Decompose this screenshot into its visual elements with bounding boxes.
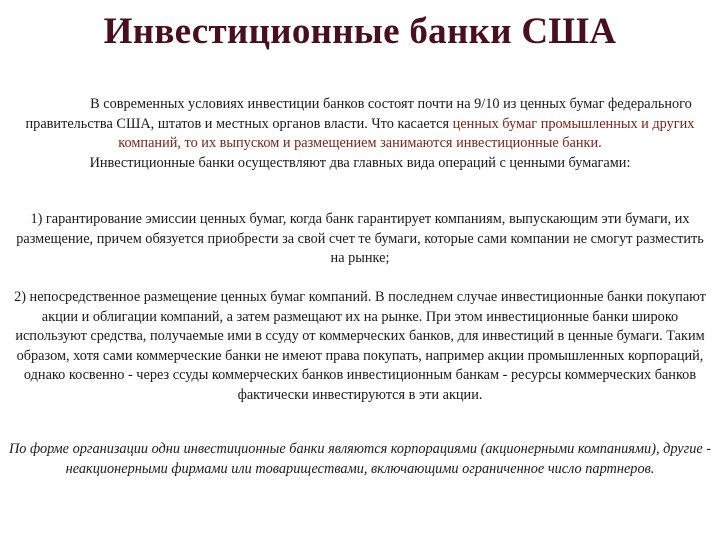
list-item-1: 1) гарантирование эмиссии ценных бумаг, когда банк гарантирует компаниям, выпускающим эти бумаги, их размещение, причем обязуется приобрести за свой счет те бумаги, которые сами компании не смогут разместить на рынке; [16, 211, 704, 266]
list-item-2: 2) непосредственное размещение ценных бумаг компаний. В последнем случае инвестиционные банки покупают акции и облигации компаний, а затем размещают их на рынке. При этом инвестиционные банки широко используют средства, получаемые ими в ссуду от коммерческих банков, для инвестиций в ценные бумаги. Таким образом, хотя сами коммерческие банки не имеют права покупать, например акции промышленных корпораций, однако косвенно - через ссуды коммерческих банков инвестиционным банкам - ресурсы коммерческих банков фактически инвестируются в эти акции. [14, 289, 706, 403]
intro-paragraph [8, 95, 712, 173]
intro-highlight: ценных бумаг промышленных и других компаний, то их выпуском и размещением занимаются инвестиционные банки. [118, 115, 695, 151]
intro-text-part1: В современных условиях инвестиции банков состоят почти на 9/10 из ценных бумаг федерального правительства США, штатов и местных органов власти. Что касается [25, 96, 692, 132]
intro-text-part2: Инвестиционные банки осуществляют два главных вида операций с ценными бумагами: [89, 154, 631, 171]
page-title: Инвестиционные банки США [103, 11, 617, 52]
closing-paragraph: По форме организации одни инвестиционные банки являются корпорациями (акционерными компаниями), другие - неакционерными фирмами или товариществами, включающими ограниченное число партнеров. [8, 441, 712, 477]
